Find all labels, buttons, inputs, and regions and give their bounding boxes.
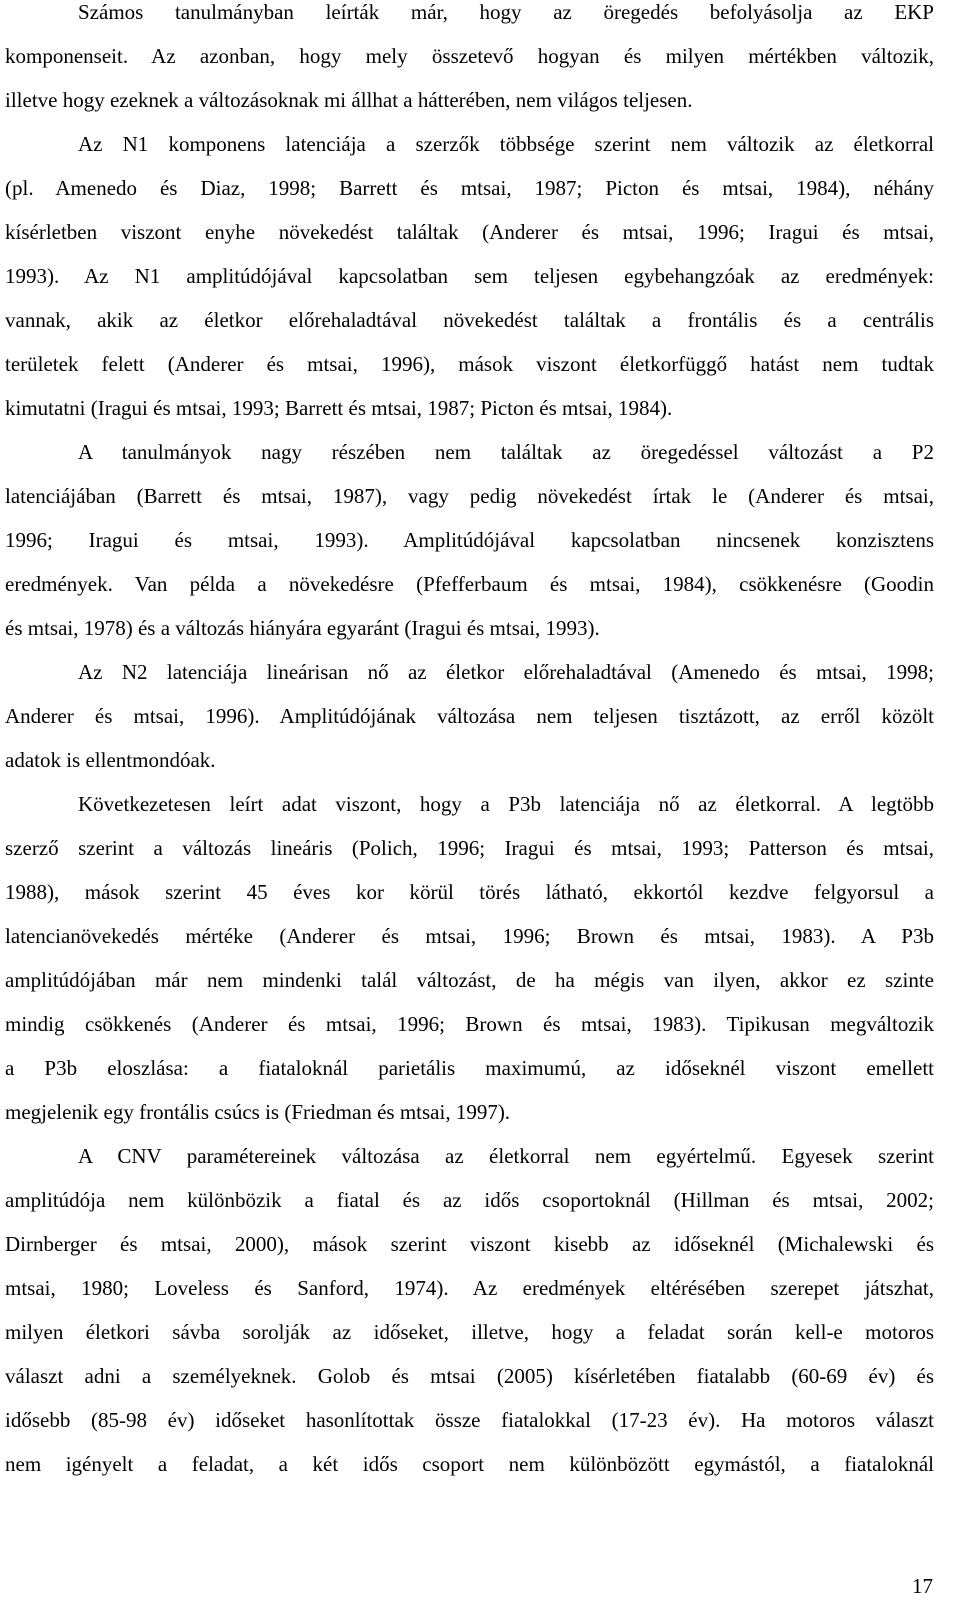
text-line: szerző szerint a változás lineáris (Polich, 1996; Iragui és mtsai, 1993; Patterson és mtsai, [5,836,934,860]
text-line: vannak, akik az életkor előrehaladtával növekedést találtak a frontális és a centrális [5,308,934,332]
text-line: kísérletben viszont enyhe növekedést találtak (Anderer és mtsai, 1996; Iragui és mtsai, [5,220,934,244]
text-line: mtsai, 1980; Loveless és Sanford, 1974). Az eredmények eltérésében szerepet játszhat, [5,1276,934,1300]
text-line: eredmények. Van példa a növekedésre (Pfefferbaum és mtsai, 1984), csökkenésre (Goodin [5,572,934,596]
text-line: 1988), mások szerint 45 éves kor körül törés látható, ekkortól kezdve felgyorsul a [5,880,934,904]
text-line: kimutatni (Iragui és mtsai, 1993; Barrett és mtsai, 1987; Picton és mtsai, 1984). [5,396,673,420]
text-line: amplitúdója nem különbözik a fiatal és az idős csoportoknál (Hillman és mtsai, 2002; [5,1188,934,1212]
text-line: Az N2 latenciája lineárisan nő az életkor előrehaladtával (Amenedo és mtsai, 1998; [78,660,934,684]
text-line: Dirnberger és mtsai, 2000), mások szerint viszont kisebb az időseknél (Michalewski és [5,1232,934,1256]
text-line: Következetesen leírt adat viszont, hogy a P3b latenciája nő az életkorral. A legtöbb [78,792,934,816]
text-line: területek felett (Anderer és mtsai, 1996), mások viszont életkorfüggő hatást nem tudtak [5,352,934,376]
text-line: Anderer és mtsai, 1996). Amplitúdójának változása nem teljesen tisztázott, az erről közölt [5,704,934,728]
text-line: választ adni a személyeknek. Golob és mtsai (2005) kísérletében fiatalabb (60-69 év) és [5,1364,934,1388]
text-line: A CNV paramétereinek változása az életkorral nem egyértelmű. Egyesek szerint [78,1144,934,1168]
text-line: (pl. Amenedo és Diaz, 1998; Barrett és mtsai, 1987; Picton és mtsai, 1984), néhány [5,176,934,200]
text-line: a P3b eloszlása: a fiataloknál parietális maximumú, az időseknél viszont emellett [5,1056,934,1080]
text-line: és mtsai, 1978) és a változás hiányára egyaránt (Iragui és mtsai, 1993). [5,616,600,640]
text-line: 1996; Iragui és mtsai, 1993). Amplitúdójával kapcsolatban nincsenek konzisztens [5,528,934,552]
text-line: illetve hogy ezeknek a változásoknak mi állhat a hátterében, nem világos teljesen. [5,88,693,112]
text-line: milyen életkori sávba sorolják az időseket, illetve, hogy a feladat során kell-e motoros [5,1320,934,1344]
text-line: 1993). Az N1 amplitúdójával kapcsolatban sem teljesen egybehangzóak az eredmények: [5,264,934,288]
text-line: Az N1 komponens latenciája a szerzők többsége szerint nem változik az életkorral [78,132,934,156]
text-line: nem igényelt a feladat, a két idős csoport nem különbözött egymástól, a fiataloknál [5,1452,934,1476]
page-number: 17 [912,1574,933,1598]
text-line: adatok is ellentmondóak. [5,748,216,772]
text-line: mindig csökkenés (Anderer és mtsai, 1996; Brown és mtsai, 1983). Tipikusan megváltozik [5,1012,934,1036]
text-line: Számos tanulmányban leírták már, hogy az öregedés befolyásolja az EKP [78,0,934,24]
text-line: megjelenik egy frontális csúcs is (Friedman és mtsai, 1997). [5,1100,511,1124]
text-line: A tanulmányok nagy részében nem találtak az öregedéssel változást a P2 [78,440,934,464]
text-line: amplitúdójában már nem mindenki talál változást, de ha mégis van ilyen, akkor ez szinte [5,968,934,992]
text-line: komponenseit. Az azonban, hogy mely összetevő hogyan és milyen mértékben változik, [5,44,934,68]
text-line: latenciájában (Barrett és mtsai, 1987), vagy pedig növekedést írtak le (Anderer és mtsai, [5,484,934,508]
text-line: idősebb (85-98 év) időseket hasonlítottak össze fiatalokkal (17-23 év). Ha motoros választ [5,1408,934,1432]
text-line: latencianövekedés mértéke (Anderer és mtsai, 1996; Brown és mtsai, 1983). A P3b [5,924,934,948]
